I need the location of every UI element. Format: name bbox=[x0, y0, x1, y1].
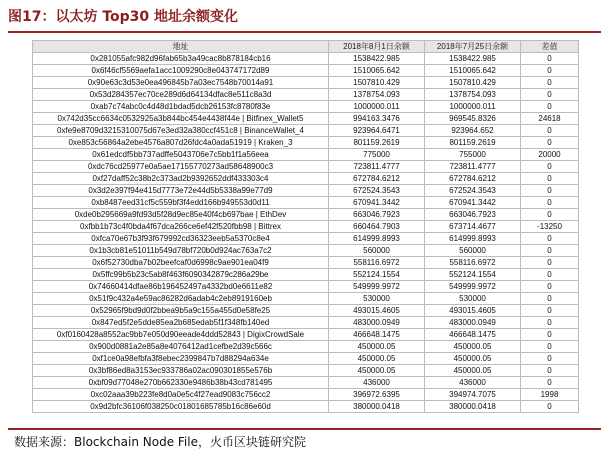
cell-balance-aug1: 436000 bbox=[329, 377, 425, 389]
cell-balance-jul25: 755000 bbox=[425, 149, 521, 161]
cell-difference: 0 bbox=[521, 269, 579, 281]
cell-address: 0xde0b295669a9fd93d5f28d9ec85e40f4cb697bae | EthDev bbox=[33, 209, 329, 221]
table-row bbox=[33, 125, 579, 137]
table-row bbox=[33, 77, 579, 89]
table-row bbox=[33, 197, 579, 209]
cell-difference: 0 bbox=[521, 281, 579, 293]
table-row bbox=[33, 281, 579, 293]
cell-address: 0xb8487eed31cf5c559bf3f4edd166b949553d0d11 bbox=[33, 197, 329, 209]
table-row bbox=[33, 149, 579, 161]
cell-difference: 24618 bbox=[521, 113, 579, 125]
cell-balance-aug1: 558116.6972 bbox=[329, 257, 425, 269]
cell-balance-jul25: 1507810.429 bbox=[425, 77, 521, 89]
cell-balance-aug1: 1510065.642 bbox=[329, 65, 425, 77]
table-row bbox=[33, 137, 579, 149]
cell-address: 0xc02aaa39b223fe8d0a0e5c4f27ead9083c756cc2 bbox=[33, 389, 329, 401]
cell-balance-jul25: 673714.4677 bbox=[425, 221, 521, 233]
cell-balance-aug1: 801159.2619 bbox=[329, 137, 425, 149]
cell-difference: 0 bbox=[521, 65, 579, 77]
cell-address: 0xfca70e67b3f93f679992cd36323eeb5a5370c8e4 bbox=[33, 233, 329, 245]
cell-balance-aug1: 396972.6395 bbox=[329, 389, 425, 401]
cell-address: 0x281055afc982d96fab65b3a49cac8b878184cb16 bbox=[33, 53, 329, 65]
cell-balance-aug1: 672524.3543 bbox=[329, 185, 425, 197]
cell-balance-jul25: 1538422.985 bbox=[425, 53, 521, 65]
cell-difference: 0 bbox=[521, 317, 579, 329]
table-row bbox=[33, 245, 579, 257]
source-note: 数据来源：Blockchain Node File，火币区块链研究院 bbox=[14, 435, 306, 449]
cell-balance-aug1: 660464.7903 bbox=[329, 221, 425, 233]
cell-balance-aug1: 923964.6471 bbox=[329, 125, 425, 137]
cell-balance-jul25: 466648.1475 bbox=[425, 329, 521, 341]
cell-balance-aug1: 552124.1554 bbox=[329, 269, 425, 281]
cell-address: 0x742d35cc6634c0532925a3b844bc454e4438f44e | Bitfinex_Wallet5 bbox=[33, 113, 329, 125]
cell-balance-aug1: 663046.7923 bbox=[329, 209, 425, 221]
cell-difference: 0 bbox=[521, 185, 579, 197]
cell-balance-jul25: 723811.4777 bbox=[425, 161, 521, 173]
table-row bbox=[33, 113, 579, 125]
cell-difference: 0 bbox=[521, 353, 579, 365]
cell-balance-jul25: 549999.9972 bbox=[425, 281, 521, 293]
table-row bbox=[33, 53, 579, 65]
cell-balance-jul25: 670941.3442 bbox=[425, 197, 521, 209]
cell-balance-aug1: 723811.4777 bbox=[329, 161, 425, 173]
cell-address: 0xf1ce0a98efbfa3f8ebec2399847b7d88294a634e bbox=[33, 353, 329, 365]
cell-balance-jul25: 450000.05 bbox=[425, 365, 521, 377]
cell-balance-aug1: 1000000.011 bbox=[329, 101, 425, 113]
table-row bbox=[33, 377, 579, 389]
cell-address: 0x6f46cf5569aefa1acc1009290c8e043747172d89 bbox=[33, 65, 329, 77]
cell-address: 0x847ed5f2e5dde85ea2b685edab5f1f348fb140ed bbox=[33, 317, 329, 329]
cell-balance-jul25: 923964.652 bbox=[425, 125, 521, 137]
cell-balance-jul25: 483000.0949 bbox=[425, 317, 521, 329]
table-row bbox=[33, 221, 579, 233]
cell-address: 0xfbb1b73c4f0bda4f67dca266ce6ef42f520fbb98 | Bittrex bbox=[33, 221, 329, 233]
table-body bbox=[33, 53, 579, 413]
cell-address: 0x6f52730dba7b02beefcaf0d6998c9ae901ea04f9 bbox=[33, 257, 329, 269]
cell-balance-jul25: 558116.6972 bbox=[425, 257, 521, 269]
cell-difference: 0 bbox=[521, 257, 579, 269]
cell-balance-jul25: 1510065.642 bbox=[425, 65, 521, 77]
cell-address: 0x5ffc99b5b23c5ab8f463f6090342879c286a29be bbox=[33, 269, 329, 281]
table-row bbox=[33, 365, 579, 377]
cell-balance-aug1: 450000.05 bbox=[329, 353, 425, 365]
cell-address: 0x3d2e397f94e415d7773e72e44d5b5338a99e77d9 bbox=[33, 185, 329, 197]
cell-difference: 0 bbox=[521, 125, 579, 137]
cell-difference: 0 bbox=[521, 89, 579, 101]
cell-address: 0x53d284357ec70ce289d6d64134dfac8e511c8a3d bbox=[33, 89, 329, 101]
cell-address: 0xdc76cd25977e0a5ae17155770273ad58648900c3 bbox=[33, 161, 329, 173]
cell-balance-aug1: 450000.05 bbox=[329, 365, 425, 377]
cell-balance-jul25: 663046.7923 bbox=[425, 209, 521, 221]
cell-balance-aug1: 1378754.093 bbox=[329, 89, 425, 101]
cell-balance-jul25: 672784.6212 bbox=[425, 173, 521, 185]
footer-divider bbox=[8, 428, 601, 430]
cell-difference: 20000 bbox=[521, 149, 579, 161]
table-header-row bbox=[33, 41, 579, 53]
table-row bbox=[33, 305, 579, 317]
table-row bbox=[33, 293, 579, 305]
cell-balance-aug1: 483000.0949 bbox=[329, 317, 425, 329]
table-row bbox=[33, 389, 579, 401]
cell-balance-aug1: 466648.1475 bbox=[329, 329, 425, 341]
cell-balance-jul25: 614999.8993 bbox=[425, 233, 521, 245]
cell-difference: 0 bbox=[521, 293, 579, 305]
cell-address: 0x3bf86ed8a3153ec933786a02ac090301855e576b bbox=[33, 365, 329, 377]
cell-difference: 0 bbox=[521, 101, 579, 113]
cell-address: 0xf0160428a8552ac9bb7e050d90eeade4ddd52843 | DigixCrowdSale bbox=[33, 329, 329, 341]
cell-address: 0xab7c74abc0c4d48d1bdad5dcb26153fc8780f83e bbox=[33, 101, 329, 113]
cell-difference: 0 bbox=[521, 365, 579, 377]
table-row bbox=[33, 341, 579, 353]
cell-balance-aug1: 1538422.985 bbox=[329, 53, 425, 65]
cell-difference: 0 bbox=[521, 233, 579, 245]
cell-balance-jul25: 380000.0418 bbox=[425, 401, 521, 413]
cell-address: 0x74660414dfae86b196452497a4332bd0e6611e82 bbox=[33, 281, 329, 293]
cell-balance-aug1: 994163.3476 bbox=[329, 113, 425, 125]
cell-difference: 0 bbox=[521, 401, 579, 413]
cell-difference: 0 bbox=[521, 209, 579, 221]
cell-balance-jul25: 394974.7075 bbox=[425, 389, 521, 401]
table-row bbox=[33, 233, 579, 245]
table-row bbox=[33, 185, 579, 197]
cell-balance-aug1: 549999.9972 bbox=[329, 281, 425, 293]
table-row bbox=[33, 401, 579, 413]
table-row bbox=[33, 101, 579, 113]
header-balance-aug1: 2018年8月1日余额 bbox=[329, 41, 425, 53]
cell-balance-aug1: 775000 bbox=[329, 149, 425, 161]
cell-balance-aug1: 380000.0418 bbox=[329, 401, 425, 413]
cell-address: 0xfe9e8709d3215310075d67e3ed32a380ccf451c8 | BinanceWallet_4 bbox=[33, 125, 329, 137]
cell-balance-jul25: 530000 bbox=[425, 293, 521, 305]
cell-balance-jul25: 969545.8326 bbox=[425, 113, 521, 125]
table-row bbox=[33, 257, 579, 269]
cell-address: 0xbf09d77048e270b662330e9486b38b43cd781495 bbox=[33, 377, 329, 389]
cell-address: 0x1b3cb81e51011b549d78bf720b0d924ac763a7c2 bbox=[33, 245, 329, 257]
cell-difference: 0 bbox=[521, 305, 579, 317]
cell-address: 0xf27daff52c38b2c373ad2b9392652ddf433303c4 bbox=[33, 173, 329, 185]
cell-address: 0x61edcdf5bb737adffe5043706e7c5bb1f1a56eea bbox=[33, 149, 329, 161]
cell-address: 0x900d0881a2e85a8e4076412ad1cefbe2d39c566c bbox=[33, 341, 329, 353]
header-balance-jul25: 2018年7月25日余额 bbox=[425, 41, 521, 53]
cell-difference: 0 bbox=[521, 53, 579, 65]
table-row bbox=[33, 353, 579, 365]
table-row bbox=[33, 161, 579, 173]
cell-balance-jul25: 450000.05 bbox=[425, 341, 521, 353]
cell-difference: 0 bbox=[521, 377, 579, 389]
cell-balance-jul25: 1000000.011 bbox=[425, 101, 521, 113]
cell-balance-jul25: 560000 bbox=[425, 245, 521, 257]
cell-balance-aug1: 530000 bbox=[329, 293, 425, 305]
cell-balance-jul25: 450000.05 bbox=[425, 353, 521, 365]
cell-difference: -13250 bbox=[521, 221, 579, 233]
cell-address: 0x9d2bfc36106f038250c01801685785b16c86e60d bbox=[33, 401, 329, 413]
cell-balance-jul25: 801159.2619 bbox=[425, 137, 521, 149]
cell-balance-jul25: 672524.3543 bbox=[425, 185, 521, 197]
cell-balance-aug1: 560000 bbox=[329, 245, 425, 257]
header-address: 地址 bbox=[33, 41, 329, 53]
cell-address: 0x90e63c3d53e0ea496845b7a03ec7548b70014a91 bbox=[33, 77, 329, 89]
cell-difference: 0 bbox=[521, 173, 579, 185]
table-row bbox=[33, 269, 579, 281]
figure-title: 图17：以太坊 Top30 地址余额变化 bbox=[8, 9, 239, 25]
cell-balance-aug1: 670941.3442 bbox=[329, 197, 425, 209]
balance-table bbox=[32, 40, 579, 413]
cell-difference: 1998 bbox=[521, 389, 579, 401]
cell-balance-jul25: 493015.4605 bbox=[425, 305, 521, 317]
table-row bbox=[33, 209, 579, 221]
cell-difference: 0 bbox=[521, 137, 579, 149]
cell-balance-jul25: 1378754.093 bbox=[425, 89, 521, 101]
table-row bbox=[33, 173, 579, 185]
cell-difference: 0 bbox=[521, 329, 579, 341]
cell-balance-aug1: 672784.6212 bbox=[329, 173, 425, 185]
cell-balance-aug1: 1507810.429 bbox=[329, 77, 425, 89]
cell-balance-aug1: 493015.4605 bbox=[329, 305, 425, 317]
cell-difference: 0 bbox=[521, 77, 579, 89]
cell-balance-jul25: 552124.1554 bbox=[425, 269, 521, 281]
header-difference: 差值 bbox=[521, 41, 579, 53]
table-row bbox=[33, 329, 579, 341]
cell-balance-jul25: 436000 bbox=[425, 377, 521, 389]
table-row bbox=[33, 317, 579, 329]
cell-difference: 0 bbox=[521, 245, 579, 257]
cell-address: 0x52965f9bd9d0f2bbea9b5a9c155a455d0e58fe25 bbox=[33, 305, 329, 317]
cell-balance-aug1: 614999.8993 bbox=[329, 233, 425, 245]
cell-address: 0x51f9c432a4e59ac86282d6adab4c2eb8919160eb bbox=[33, 293, 329, 305]
table-row bbox=[33, 65, 579, 77]
cell-difference: 0 bbox=[521, 161, 579, 173]
cell-difference: 0 bbox=[521, 341, 579, 353]
title-divider bbox=[8, 31, 601, 33]
cell-balance-aug1: 450000.05 bbox=[329, 341, 425, 353]
table-row bbox=[33, 89, 579, 101]
cell-difference: 0 bbox=[521, 197, 579, 209]
cell-address: 0xe853c56864a2ebe4576a807d26fdc4a0ada51919 | Kraken_3 bbox=[33, 137, 329, 149]
